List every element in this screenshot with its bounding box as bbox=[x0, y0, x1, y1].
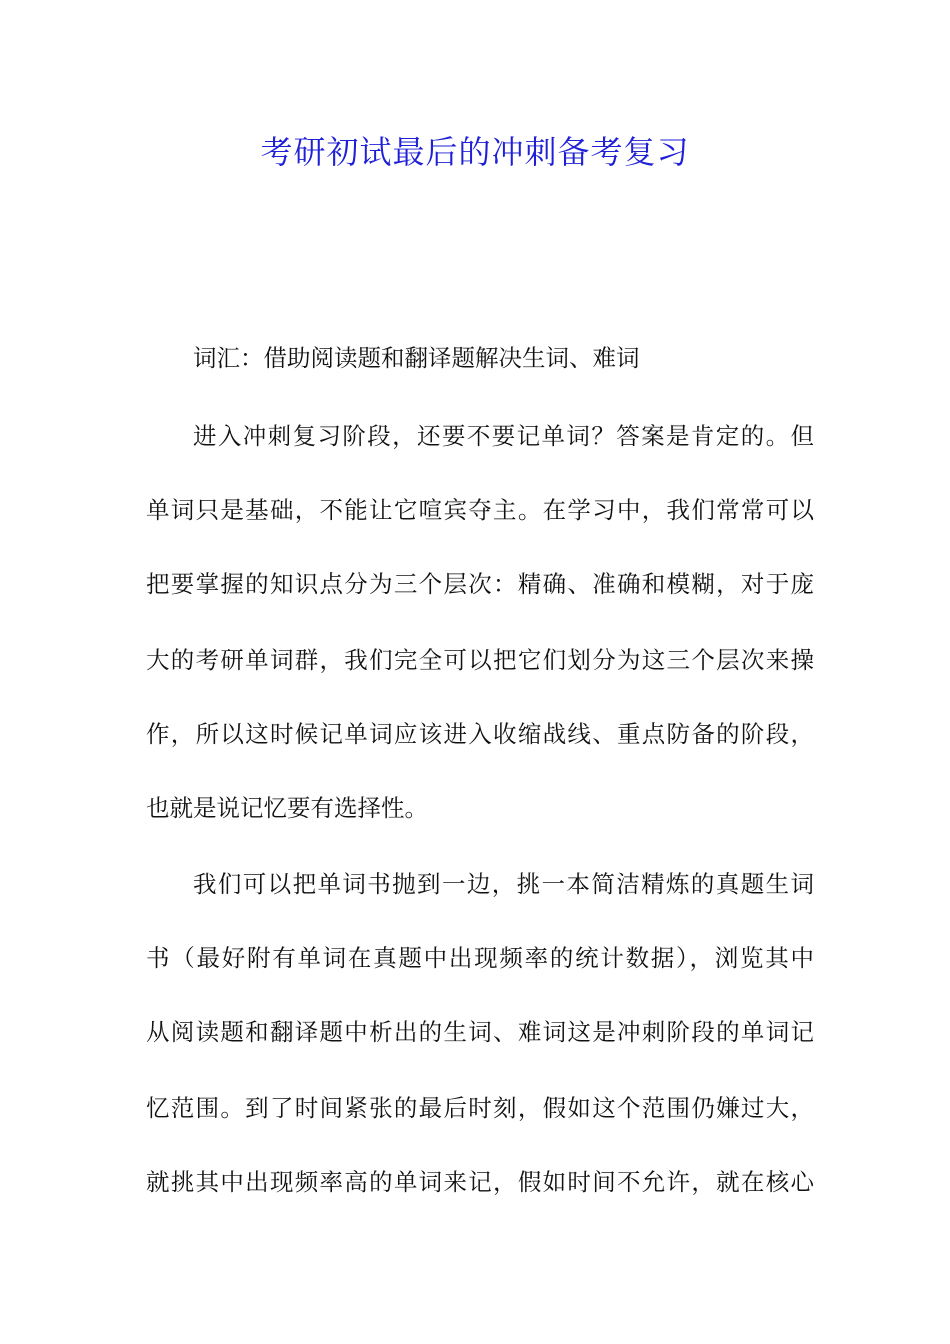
paragraph-line: 把要掌握的知识点分为三个层次：精确、准确和模糊，对于庞 bbox=[146, 570, 814, 598]
paragraph-line: 书（最好附有单词在真题中出现频率的统计数据），浏览其中 bbox=[146, 944, 814, 972]
paragraph-line: 从阅读题和翻译题中析出的生词、难词这是冲刺阶段的单词记 bbox=[146, 1018, 814, 1046]
section-heading: 词汇：借助阅读题和翻译题解决生词、难词 bbox=[193, 344, 640, 372]
paragraph-line: 就挑其中出现频率高的单词来记，假如时间不允许，就在核心 bbox=[146, 1168, 814, 1196]
paragraph-line: 作，所以这时候记单词应该进入收缩战线、重点防备的阶段， bbox=[146, 720, 814, 748]
paragraph-line: 进入冲刺复习阶段，还要不要记单词？答案是肯定的。但 bbox=[193, 422, 814, 450]
paragraph-line: 也就是说记忆要有选择性。 bbox=[146, 794, 428, 822]
document-title: 考研初试最后的冲刺备考复习 bbox=[260, 133, 690, 171]
paragraph-line: 忆范围。到了时间紧张的最后时刻，假如这个范围仍嫌过大， bbox=[146, 1094, 814, 1122]
paragraph-line: 我们可以把单词书抛到一边，挑一本简洁精炼的真题生词 bbox=[193, 870, 814, 898]
paragraph-line: 大的考研单词群，我们完全可以把它们划分为这三个层次来操 bbox=[146, 646, 814, 674]
paragraph-line: 单词只是基础，不能让它喧宾夺主。在学习中，我们常常可以 bbox=[146, 496, 814, 524]
